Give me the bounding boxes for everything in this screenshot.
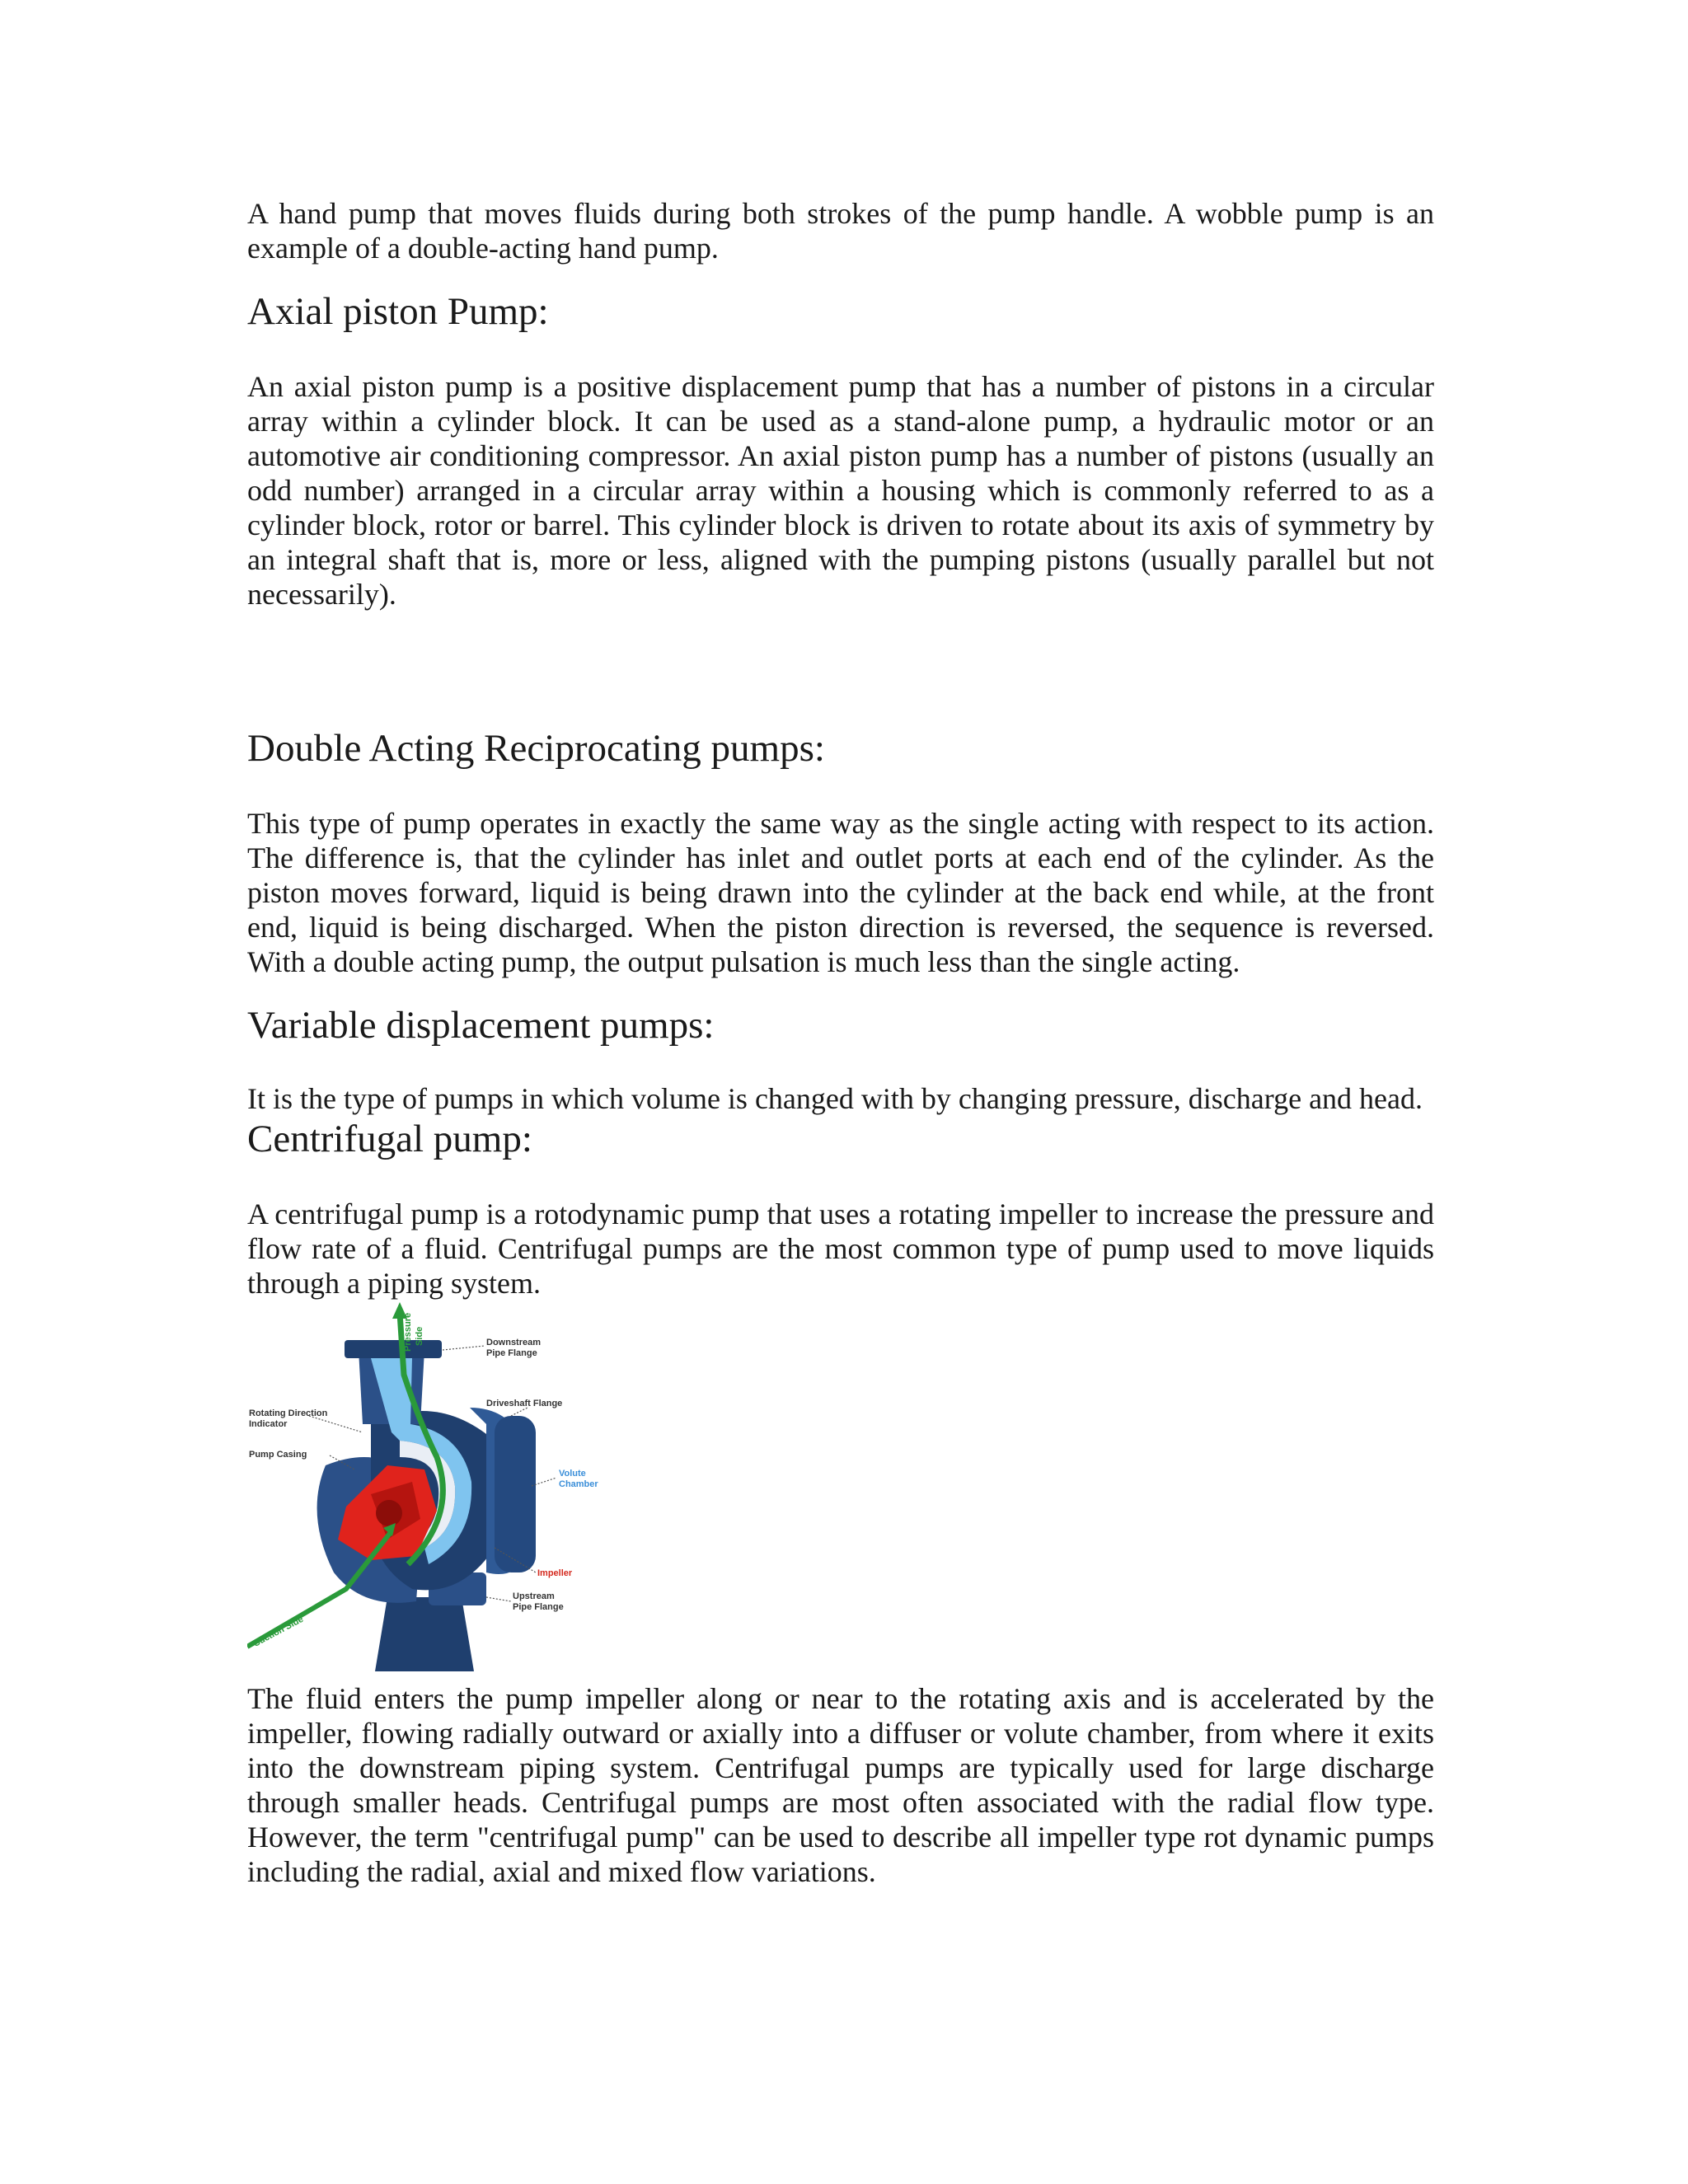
document-page — [247, 196, 1434, 1889]
heading-double-acting-pumps: Double Acting Reciprocating pumps: — [247, 727, 825, 770]
label-downstream-line1: Downstream — [486, 1338, 542, 1347]
centrifugal-pump-cutaway-figure — [247, 1301, 626, 1680]
label-pressure-line1: Pressure — [403, 1312, 413, 1352]
label-downstream-line2: Pipe Flange — [486, 1348, 537, 1358]
label-impeller: Impeller — [537, 1568, 573, 1578]
label-suction-side: Suction Side — [251, 1614, 306, 1649]
label-rotating-line2: Indicator — [249, 1419, 288, 1429]
centrifugal-pump-paragraph: A centrifugal pump is a rotodynamic pump that uses a rotating impeller to increase the pressure and flow rate of a fluid. Centrifugal pumps are the most common type of pump used to move liquids through a piping system. — [247, 1197, 1434, 1300]
label-upstream-line1: Upstream — [513, 1591, 555, 1601]
axial-piston-pump-paragraph: An axial piston pump is a positive displacement pump that has a number of pistons in a circular array within a cylinder block. It can be used as a stand-alone pump, a hydraulic motor or an automotive air conditioning compressor. An axial piston pump has a number of pistons (usually an odd number) arranged in a circular array within a housing which is commonly referred to as a cylinder block, rotor or barrel. This cylinder block is driven to rotate about its axis of symmetry by an integral shaft that is, more or less, aligned with the pumping pistons (usually parallel but not necessarily). — [247, 370, 1434, 611]
label-volute-line1: Volute — [559, 1469, 586, 1479]
heading-axial-piston-pump: Axial piston Pump: — [247, 290, 549, 333]
centrifugal-pump-paragraph-2: The fluid enters the pump impeller along or near to the rotating axis and is accelerated by the impeller, flowing radially outward or axially into a diffuser or volute chamber, from where it exits into the downstream piping system. Centrifugal pumps are typically used for large discharge through smaller heads. Centrifugal pumps are most often associated with the radial flow type. However, the term "centrifugal pump" can be used to describe all impeller type rot dynamic pumps including the radial, axial and mixed flow variations. — [247, 1682, 1434, 1888]
variable-displacement-paragraph: It is the type of pumps in which volume is changed with by changing pressure, discharge and head. — [247, 1082, 1423, 1115]
label-driveshaft-flange: Driveshaft Flange — [486, 1399, 563, 1408]
pump-base — [375, 1597, 474, 1671]
label-volute-line2: Chamber — [559, 1479, 598, 1489]
driveshaft-flange-ring — [495, 1416, 536, 1572]
impeller-hub — [376, 1500, 402, 1526]
heading-variable-displacement-pumps: Variable displacement pumps: — [247, 1004, 715, 1047]
double-acting-pumps-paragraph: This type of pump operates in exactly the same way as the single acting with respect to its action. The difference is, that the cylinder has inlet and outlet ports at each end of the cylinder. As the piston moves forward, liquid is being drawn into the cylinder at the back end while, at the front end, liquid is being discharged. When the piston direction is reversed, the sequence is reversed. With a double acting pump, the output pulsation is much less than the single acting. — [247, 807, 1434, 978]
label-pump-casing: Pump Casing — [249, 1450, 307, 1460]
downstream-pipe-flange — [345, 1340, 442, 1358]
heading-centrifugal-pump: Centrifugal pump: — [247, 1118, 532, 1160]
label-upstream-line2: Pipe Flange — [513, 1602, 564, 1612]
label-pressure-line2: Side — [415, 1326, 424, 1346]
intro-paragraph: A hand pump that moves fluids during both strokes of the pump handle. A wobble pump is an example of a double-acting hand pump. — [247, 197, 1434, 265]
label-rotating-line1: Rotating Direction — [249, 1408, 328, 1418]
pump-cutaway-illustration — [247, 1301, 626, 1680]
